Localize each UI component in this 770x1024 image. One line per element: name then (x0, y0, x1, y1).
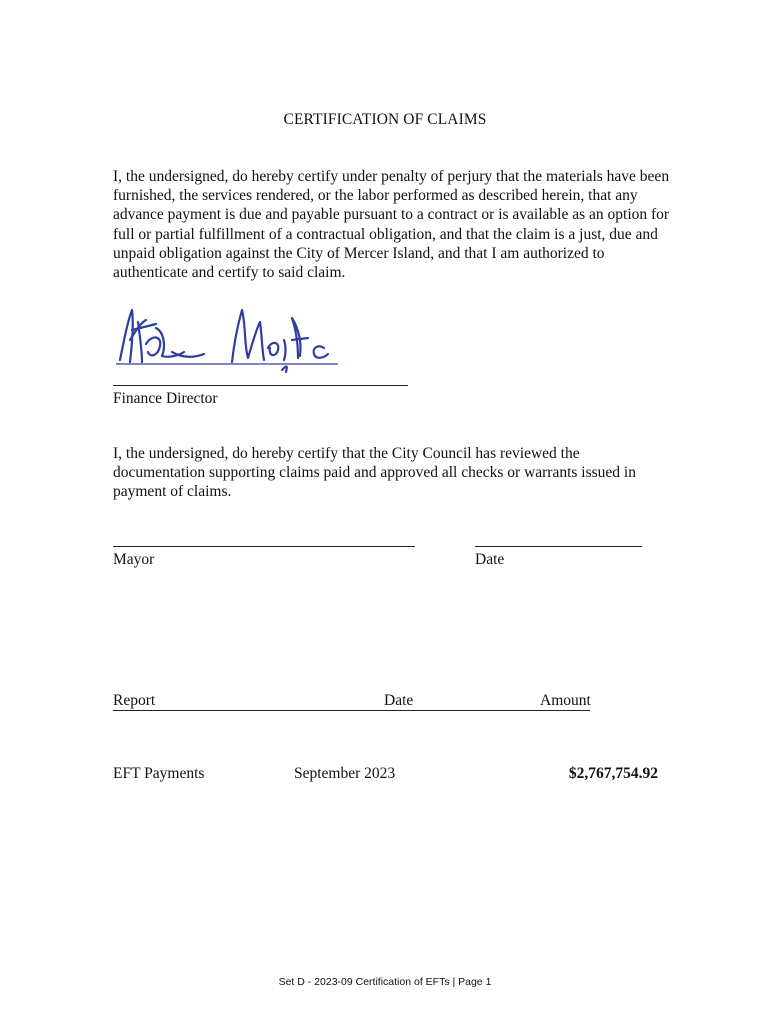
date-column-header: Date (384, 692, 414, 709)
amount-column-header: Amount (540, 692, 591, 709)
amount-cell: $2,767,754.92 (568, 765, 658, 782)
finance-director-label: Finance Director (113, 390, 218, 407)
report-cell: EFT Payments (113, 765, 205, 782)
date-signature-line (475, 546, 642, 547)
finance-director-signature (112, 300, 352, 380)
page-footer: Set D - 2023-09 Certification of EFTs | Page 1 (278, 976, 492, 988)
table-row (113, 765, 658, 787)
report-column-header: Report (113, 692, 156, 709)
report-header-row (113, 692, 673, 716)
mayor-signature-line (113, 546, 415, 547)
date-label: Date (475, 551, 505, 568)
council-certification-paragraph: I, the undersigned, do hereby certify that the City Council has reviewed the documentation supporting claims paid and approved all checks or warrants issued in payment of claims. (113, 445, 636, 501)
certification-paragraph: I, the undersigned, do hereby certify under penalty of perjury that the materials have been furnished, the services rendered, or the labor performed as described herein, that any advance payment is due and payable pursuant to a contract or is available as an option for full or partial fulfillment of a contractual obligation, and that the claim is a just, due and unpaid obligation against the City of Mercer Island, and that I am authorized to authenticate and certify to said claim. (113, 168, 670, 282)
document-title: CERTIFICATION OF CLAIMS (283, 111, 487, 128)
date-header-underline (384, 710, 590, 711)
mayor-label: Mayor (113, 551, 155, 568)
report-header-underline (113, 710, 415, 711)
finance-director-signature-line (113, 385, 408, 386)
date-cell: September 2023 (294, 765, 396, 782)
